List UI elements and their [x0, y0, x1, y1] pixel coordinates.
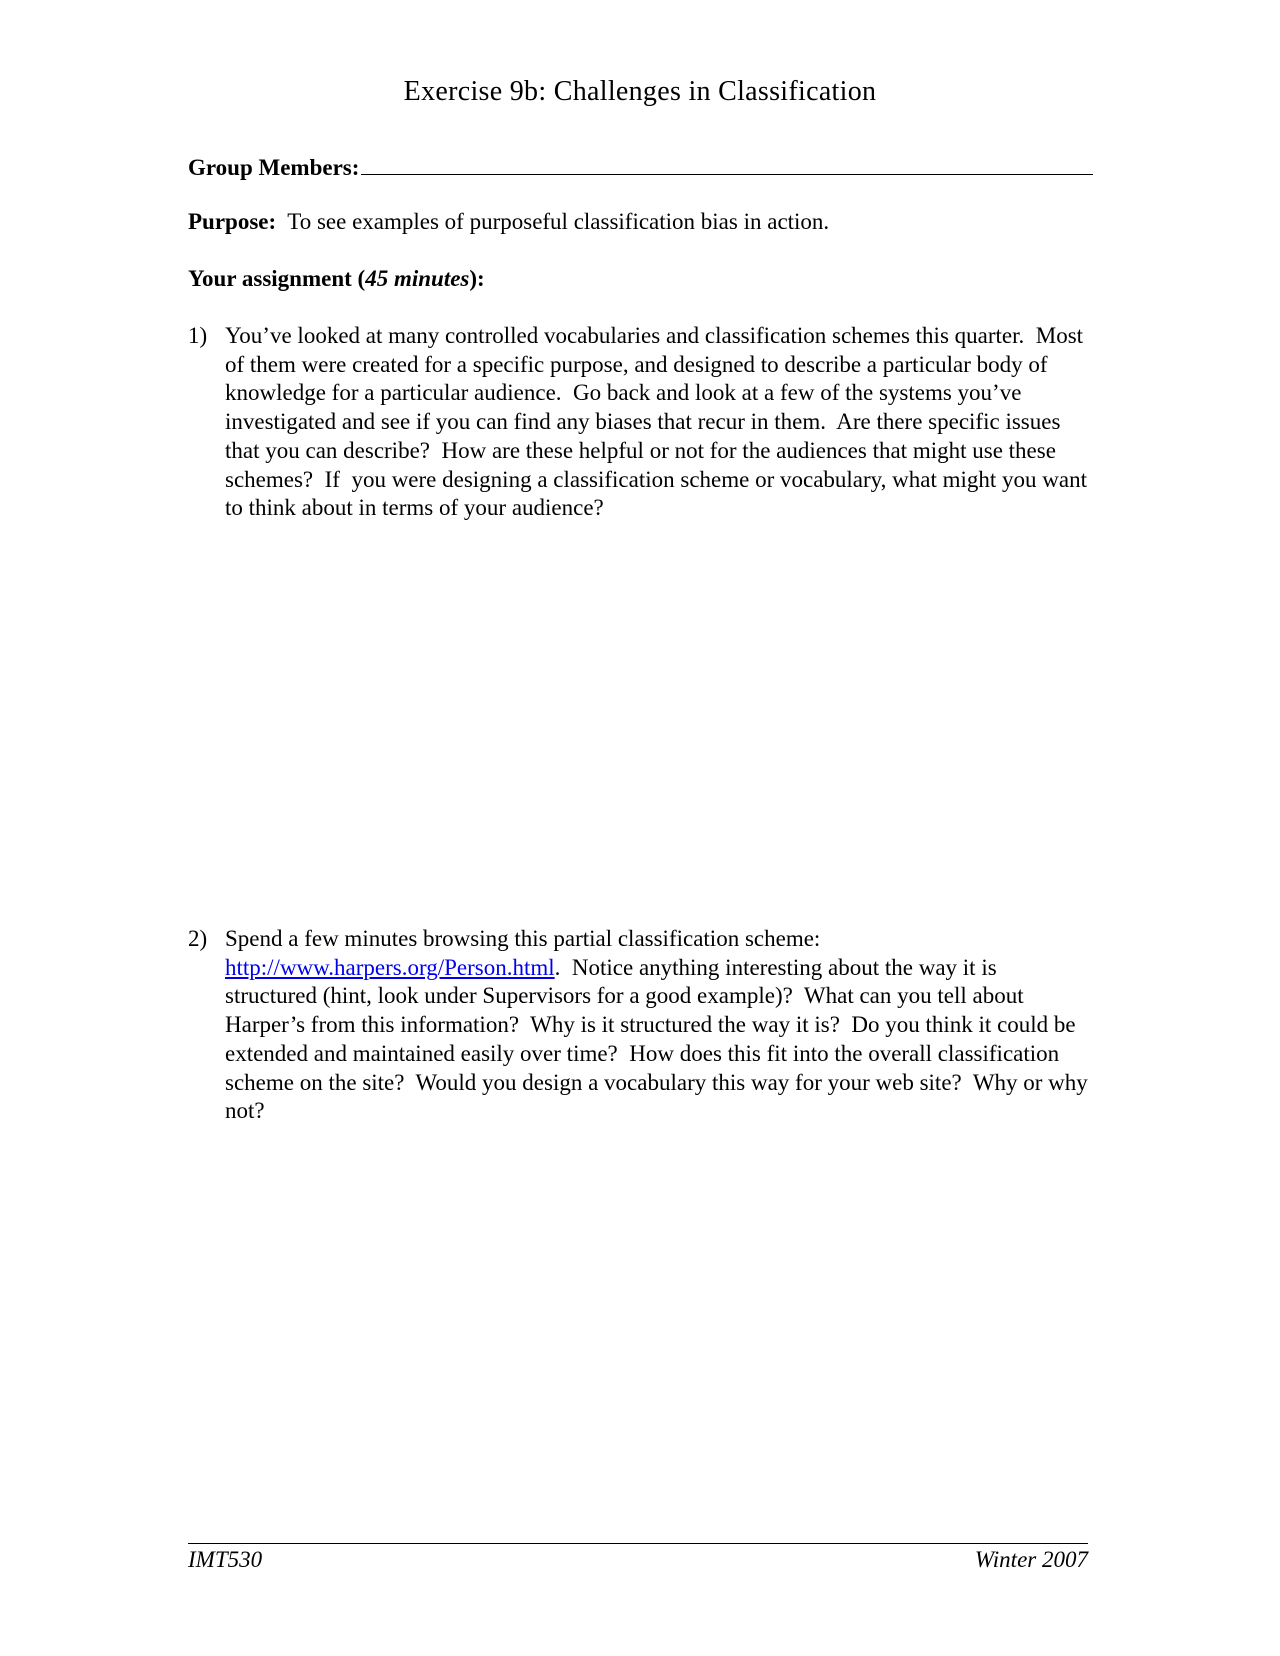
question-number: 1) — [188, 323, 208, 348]
assignment-suffix: ): — [469, 266, 485, 291]
assignment-duration: 45 minutes — [365, 266, 470, 291]
assignment-prefix: Your assignment ( — [188, 266, 366, 291]
question-number: 2) — [188, 926, 208, 951]
harpers-link[interactable]: http://www.harpers.org/Person.html — [225, 954, 555, 980]
page-title: Exercise 9b: Challenges in Classification — [403, 76, 877, 107]
purpose-paragraph — [188, 209, 1093, 235]
question-2 — [188, 925, 1093, 1126]
question-text: You’ve looked at many controlled vocabularies and classification schemes this quarter. Most of them were created for a specific purpose, and designed to describe a particular body of knowledge for a particular audience. Go back and look at a few of the systems you’ve investigated and see if you can find any biases that recur in them. Are there specific issues that you can describe? How are these helpful or not for the audiences that might use these schemes? If you were designing a classification scheme or vocabulary, what might you want to think about in terms of your audience? — [225, 323, 1093, 521]
group-members-label: Group Members: — [188, 155, 360, 180]
group-members-blank — [361, 152, 1093, 175]
page-footer — [188, 1547, 1088, 1573]
question-text-after-link: . Notice anything interesting about the way it is structured (hint, look under Supervisors for a good example)? What can you tell about Harper’s from this information? Why is it structured the way it is? Do you think it could be extended and maintained easily over time? How does this fit into the overall classification scheme on the site? Would you design a vocabulary this way for your web site? Why or why not? — [225, 954, 1094, 1124]
purpose-text: To see examples of purposeful classification bias in action. — [276, 209, 830, 234]
purpose-label: Purpose: — [188, 209, 277, 234]
question-text-before-link: Spend a few minutes browsing this partial classification scheme: — [225, 926, 827, 951]
assignment-heading — [188, 266, 1093, 292]
footer-divider — [188, 1543, 1088, 1544]
group-members-line — [188, 152, 1093, 181]
footer-term: Winter 2007 — [974, 1547, 1088, 1572]
question-text — [225, 925, 1093, 1126]
footer-course: IMT530 — [188, 1547, 263, 1572]
question-1 — [188, 322, 1093, 523]
